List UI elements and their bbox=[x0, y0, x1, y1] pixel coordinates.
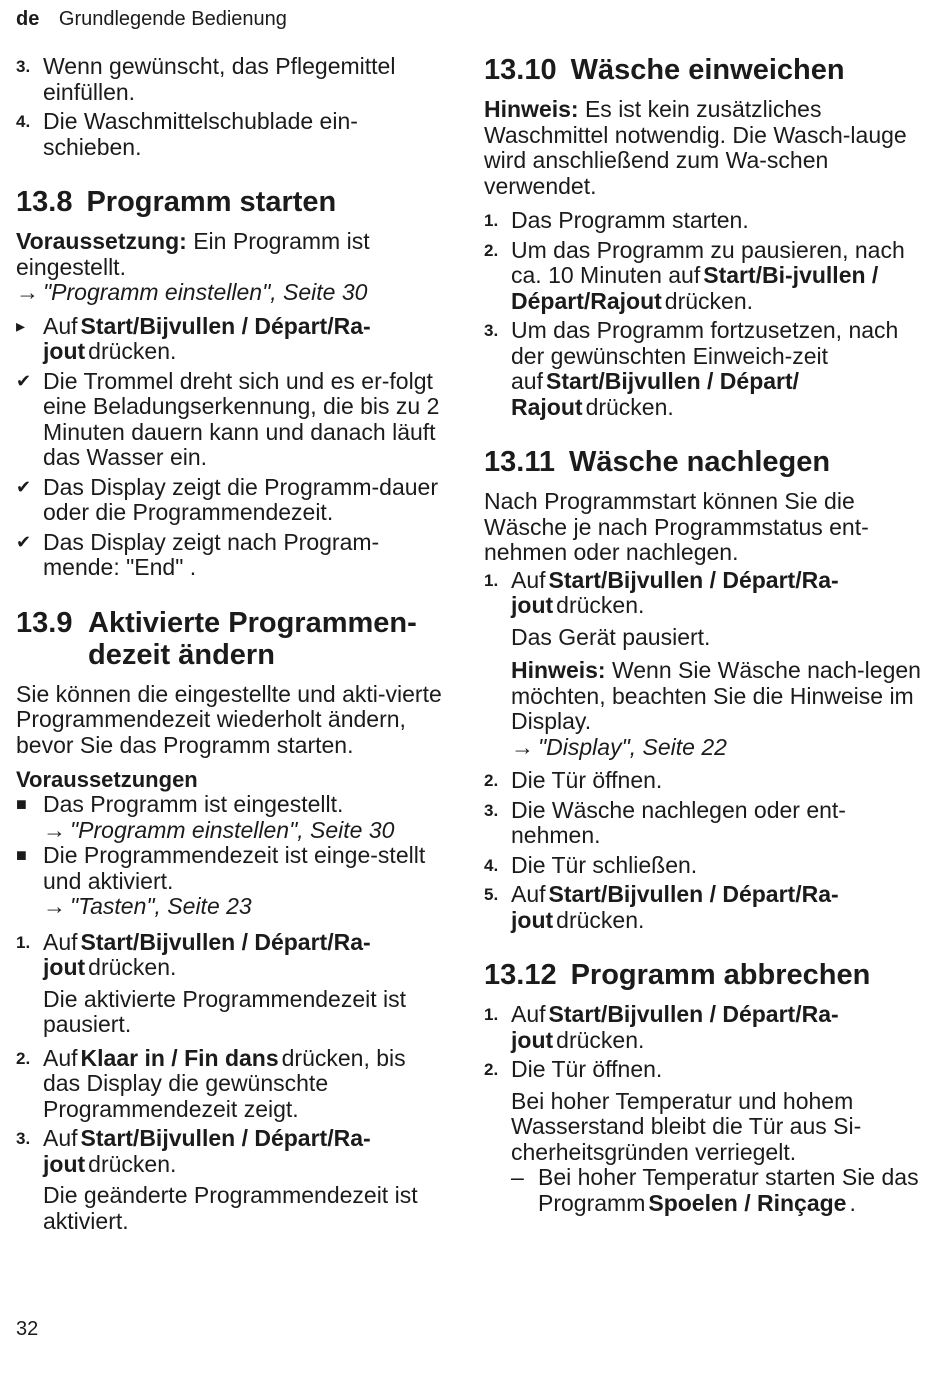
dash-item: – Bei hoher Temperatur starten Sie das Programm Spoelen / Rinçage . bbox=[511, 1164, 919, 1216]
step-result: Die aktivierte Programmendezeit ist pausiert. bbox=[43, 985, 407, 1037]
bullet-item: ■ Das Programm ist eingestellt. → "Programm einstellen", Seite 30 bbox=[16, 792, 446, 843]
result-item: ✔ Das Display zeigt die Programm-dauer oder die Programmendezeit. bbox=[16, 473, 438, 525]
step-item: 1. Auf Start/Bijvullen / Départ/Ra-jout drücken. bbox=[484, 566, 839, 618]
checkmark-icon: ✔ bbox=[16, 531, 32, 552]
intro-paragraph: Nach Programmstart können Sie die Wäsche je nach Programmstatus ent-nehmen oder nachlegen. bbox=[484, 488, 869, 565]
key-label: Klaar in / Fin dans bbox=[80, 1044, 279, 1071]
step-item: 1. Das Programm starten. bbox=[484, 207, 749, 233]
dash-bullet-icon: – bbox=[511, 1164, 524, 1190]
key-label: Start/Bijvullen / Départ/Ra-jout bbox=[511, 1001, 839, 1053]
section-heading-13-8: 13.8 Programm starten bbox=[16, 186, 337, 218]
language-code: de bbox=[16, 8, 40, 30]
triangle-bullet-icon: ▸ bbox=[16, 315, 26, 336]
result-item: ✔ Die Trommel dreht sich und es er-folgt eine Beladungserkennung, die bis zu 2 Minuten dauern kann und danach läuft das Wasser ein. bbox=[16, 367, 440, 470]
arrow-right-icon: → bbox=[43, 816, 66, 843]
arrow-right-icon: → bbox=[16, 279, 39, 305]
left-column bbox=[16, 54, 446, 1242]
right-column bbox=[484, 54, 924, 1216]
note: Hinweis: Es ist kein zusätzliches Waschmittel notwendig. Die Wasch-lauge wird anschließend zum Wa-schen verwendet. bbox=[484, 96, 907, 199]
checkmark-icon: ✔ bbox=[16, 476, 32, 497]
step-item bbox=[16, 109, 446, 160]
section-heading-13-12: 13.12 Programm abbrechen bbox=[484, 959, 871, 991]
step-result: Die geänderte Programmendezeit ist aktiviert. bbox=[43, 1182, 418, 1234]
result-item: ✔ Das Display zeigt nach Program-mende: "End" . bbox=[16, 528, 380, 580]
action-item: ▸ Auf Start/Bijvullen / Départ/Ra-jout drücken. bbox=[16, 312, 371, 364]
key-label: Start/Bijvullen / Départ/Ra-jout bbox=[511, 881, 839, 933]
step-item: 2. Die Tür öffnen. bbox=[484, 1056, 663, 1082]
key-label: Start/Bijvullen / Départ/ Rajout bbox=[511, 368, 800, 420]
cross-reference[interactable]: → "Programm einstellen", Seite 30 bbox=[43, 816, 395, 843]
step-item: 3. Auf Start/Bijvullen / Départ/Ra-jout drücken. bbox=[16, 1125, 371, 1177]
section-heading-13-10: 13.10 Wäsche einweichen bbox=[484, 54, 845, 86]
key-label: Spoelen / Rinçage bbox=[648, 1189, 847, 1216]
key-label: Start/Bijvullen / Départ/Ra-jout bbox=[43, 1125, 371, 1177]
square-bullet-icon: ■ bbox=[16, 794, 27, 814]
step-number: 3. bbox=[16, 57, 31, 76]
step-item: 4. Die Tür schließen. bbox=[484, 851, 698, 878]
key-label: Start/Bijvullen / Départ/Ra-jout bbox=[511, 566, 839, 618]
bullet-item: ■ Die Programmendezeit ist einge-stellt und aktiviert. → "Tasten", Seite 23 bbox=[16, 843, 446, 920]
step-item: 3. Die Wäsche nachlegen oder ent-nehmen. bbox=[484, 796, 846, 848]
step-result: Bei hoher Temperatur und hohem Wasserstand bleibt die Tür aus Si-cherheitsgründen verriegelt. bbox=[511, 1087, 862, 1165]
step-number: 4. bbox=[16, 112, 31, 131]
intro-paragraph: Sie können die eingestellte und akti-vierte Programmendezeit wiederholt ändern, bevor Sie das Programm starten. bbox=[16, 680, 442, 758]
step-item: 5. Auf Start/Bijvullen / Départ/Ra-jout drücken. bbox=[484, 881, 839, 933]
step-item: 3. Um das Programm fortzusetzen, nach der gewünschten Einweich-zeit auf Start/Bijvullen / Départ/ Rajout drücken. bbox=[484, 317, 899, 420]
key-label: Start/Bijvullen / Départ/Ra-jout bbox=[43, 928, 371, 980]
step-item: 2. Um das Programm zu pausieren, nach ca. 10 Minuten auf Start/Bi-jvullen / Départ/Rajout drücken. bbox=[484, 236, 905, 314]
step-result: Das Gerät pausiert. bbox=[511, 623, 711, 650]
cross-reference[interactable]: → "Display", Seite 22 bbox=[511, 733, 727, 760]
chapter-title: Grundlegende Bedienung bbox=[58, 8, 287, 30]
prerequisites-heading: Voraussetzungen bbox=[16, 767, 198, 792]
key-label: Start/Bijvullen / Départ/Ra-jout bbox=[43, 312, 371, 364]
arrow-right-icon: → bbox=[511, 733, 534, 760]
arrow-right-icon: → bbox=[43, 893, 66, 919]
section-heading-13-11: 13.11 Wäsche nachlegen bbox=[484, 446, 831, 478]
step-item: 2. Auf Klaar in / Fin dans drücken, bis das Display die gewünschte Programmendezeit zeigt. bbox=[16, 1044, 406, 1122]
step-item: 1. Auf Start/Bijvullen / Départ/Ra-jout drücken. bbox=[16, 928, 371, 980]
step-item: 1. Auf Start/Bijvullen / Départ/Ra-jout drücken. bbox=[484, 1001, 839, 1053]
section-heading-13-9: 13.9 Aktivierte Programmen- dezeit ändern bbox=[16, 606, 417, 671]
note: Hinweis: Wenn Sie Wäsche nach-legen möchten, beachten Sie die Hinweise im Display. → "Display", Seite 22 bbox=[511, 658, 924, 760]
prerequisite: Voraussetzung: Ein Programm ist eingestellt. → "Programm einstellen", Seite 30 bbox=[16, 229, 446, 306]
page-header bbox=[16, 8, 287, 31]
page-number: 32 bbox=[16, 1318, 39, 1340]
step-item bbox=[16, 54, 446, 105]
step-text: Die Waschmittelschublade ein-schieben. bbox=[43, 108, 358, 160]
key-label: Start/Bi-jvullen / Départ/Rajout bbox=[511, 262, 879, 314]
cross-reference[interactable]: → "Programm einstellen", Seite 30 bbox=[16, 279, 368, 305]
checkmark-icon: ✔ bbox=[16, 370, 32, 391]
square-bullet-icon: ■ bbox=[16, 845, 27, 865]
step-text: Wenn gewünscht, das Pflegemittel einfüllen. bbox=[43, 53, 396, 105]
step-item: 2. Die Tür öffnen. bbox=[484, 767, 663, 793]
cross-reference[interactable]: → "Tasten", Seite 23 bbox=[43, 893, 252, 919]
